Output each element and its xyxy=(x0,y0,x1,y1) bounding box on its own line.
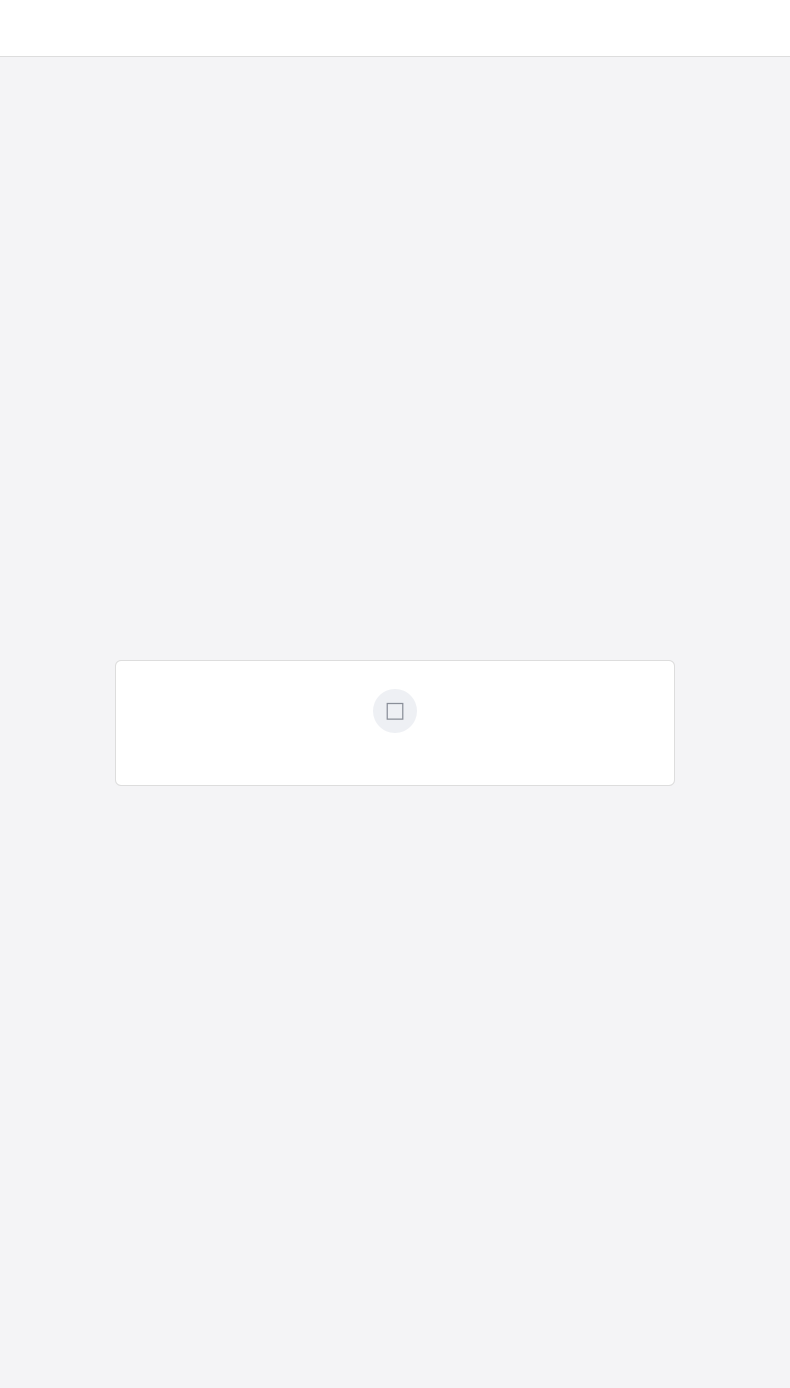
app-header xyxy=(0,0,790,57)
image-missing-icon: □ xyxy=(373,689,417,733)
notice-card xyxy=(115,660,675,786)
main-content xyxy=(0,57,790,1388)
